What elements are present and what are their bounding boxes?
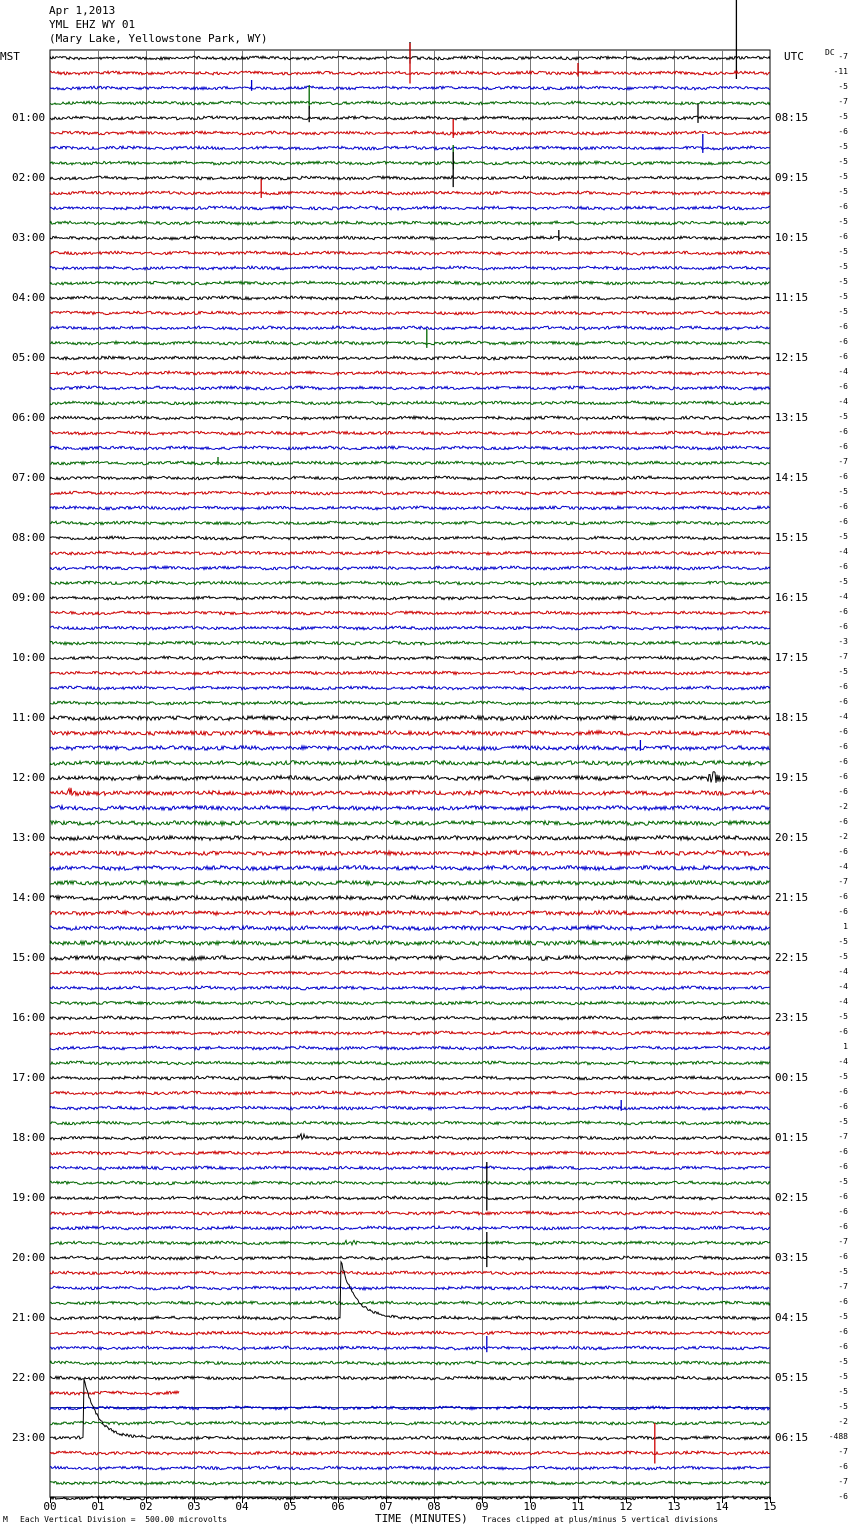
trace-row xyxy=(50,1151,770,1155)
dc-offset: -6 xyxy=(838,337,848,346)
dc-offset: -5 xyxy=(838,1372,848,1381)
trace-row xyxy=(50,866,770,871)
x-tick-label: 03 xyxy=(187,1500,201,1513)
trace-row xyxy=(50,596,770,600)
trace-row xyxy=(50,431,770,435)
dc-offset: -6 xyxy=(838,427,848,436)
dc-offset: -7 xyxy=(838,457,848,466)
utc-hour-label: 01:15 xyxy=(775,1131,809,1144)
trace-row xyxy=(50,491,770,495)
dc-offset: -6 xyxy=(838,472,848,481)
dc-offset: -6 xyxy=(838,232,848,241)
dc-offset: -6 xyxy=(838,1027,848,1036)
trace-row xyxy=(50,146,770,150)
dc-offset: -5 xyxy=(838,667,848,676)
utc-hour-label: 11:15 xyxy=(775,291,809,304)
dc-offset: -5 xyxy=(838,1387,848,1396)
dc-offset: -6 xyxy=(838,1147,848,1156)
trace-row xyxy=(50,206,770,210)
trace-row xyxy=(50,746,770,751)
trace-row xyxy=(50,1421,770,1425)
trace-row xyxy=(50,356,770,360)
dc-offset: -6 xyxy=(838,742,848,751)
dc-offset: -5 xyxy=(838,1312,848,1321)
trace-row xyxy=(50,836,770,841)
mst-hour-label: 13:00 xyxy=(12,831,46,844)
trace-row xyxy=(50,236,770,240)
trace-row xyxy=(50,911,770,916)
trace-row xyxy=(50,251,770,255)
mst-hour-label: 09:00 xyxy=(12,591,46,604)
mst-hour-label: 20:00 xyxy=(12,1251,46,1264)
trace-row xyxy=(50,731,770,736)
dc-offset: -6 xyxy=(838,772,848,781)
mst-hour-label: 11:00 xyxy=(12,711,46,724)
trace-row xyxy=(50,416,770,420)
dc-offset: -6 xyxy=(838,847,848,856)
trace-row xyxy=(50,161,770,165)
dc-offset: -2 xyxy=(838,832,848,841)
utc-hour-label: 09:15 xyxy=(775,171,809,184)
x-tick-label: 15 xyxy=(763,1500,777,1513)
x-tick-label: 12 xyxy=(619,1500,633,1513)
dc-offset: -6 xyxy=(838,322,848,331)
x-tick-label: 10 xyxy=(523,1500,537,1513)
dc-offset: -5 xyxy=(838,1012,848,1021)
trace-row xyxy=(50,311,770,315)
dc-offset: -6 xyxy=(838,1102,848,1111)
dc-offset: -6 xyxy=(838,757,848,766)
trace-row xyxy=(50,566,770,570)
trace-row xyxy=(50,1121,770,1125)
dc-offset: -5 xyxy=(838,247,848,256)
trace-row xyxy=(50,221,770,225)
dc-offset: -6 xyxy=(838,352,848,361)
trace-row xyxy=(50,956,770,961)
dc-offset: -6 xyxy=(838,697,848,706)
dc-offset: -6 xyxy=(838,727,848,736)
dc-offset: -4 xyxy=(838,367,848,376)
dc-offset: -5 xyxy=(838,217,848,226)
trace-row xyxy=(50,1001,770,1005)
dc-offset: -6 xyxy=(838,1192,848,1201)
dc-offset: -5 xyxy=(838,262,848,271)
trace-row xyxy=(50,851,770,856)
utc-hour-label: 18:15 xyxy=(775,711,809,724)
dc-offset: -6 xyxy=(838,562,848,571)
trace-row xyxy=(50,131,770,135)
utc-hour-label: 22:15 xyxy=(775,951,809,964)
mst-hour-label: 05:00 xyxy=(12,351,46,364)
trace-row xyxy=(50,551,770,555)
dc-offset: -7 xyxy=(838,97,848,106)
x-tick-label: 09 xyxy=(475,1500,489,1513)
dc-offset: -5 xyxy=(838,937,848,946)
trace-row xyxy=(50,1211,770,1215)
dc-offset: -6 xyxy=(838,1297,848,1306)
trace-row xyxy=(50,788,770,796)
utc-hour-label: 12:15 xyxy=(775,351,809,364)
utc-hour-label: 10:15 xyxy=(775,231,809,244)
dc-offset: -7 xyxy=(838,1477,848,1486)
footer-clip-note: Traces clipped at plus/minus 5 vertical divisions xyxy=(482,1515,719,1524)
dc-offset: -6 xyxy=(838,1087,848,1096)
trace-row xyxy=(50,446,770,450)
trace-row xyxy=(50,1271,770,1275)
trace-row xyxy=(50,176,770,180)
dc-offset: -5 xyxy=(838,112,848,121)
trace-row xyxy=(50,371,770,375)
trace-row xyxy=(50,1286,770,1290)
dc-offset: -6 xyxy=(838,1342,848,1351)
trace-row xyxy=(50,1181,770,1185)
dc-offset: -7 xyxy=(838,1282,848,1291)
trace-row xyxy=(50,1106,770,1110)
dc-offset: -6 xyxy=(838,382,848,391)
utc-hour-label: 19:15 xyxy=(775,771,809,784)
station-date: Apr 1,2013 xyxy=(49,4,116,17)
dc-label: DC xyxy=(825,48,835,57)
trace-row xyxy=(50,1262,770,1320)
trace-row xyxy=(50,386,770,390)
dc-offset: -6 xyxy=(838,202,848,211)
trace-row xyxy=(50,536,770,540)
trace-row xyxy=(50,1331,770,1335)
dc-offset: -5 xyxy=(838,1177,848,1186)
mst-axis-title: MST xyxy=(0,50,20,63)
utc-hour-label: 20:15 xyxy=(775,831,809,844)
dc-offset: -6 xyxy=(838,1462,848,1471)
x-tick-label: 14 xyxy=(715,1500,729,1513)
trace-row xyxy=(50,1376,770,1380)
trace-row xyxy=(50,986,770,990)
dc-offset: -4 xyxy=(838,592,848,601)
trace-row xyxy=(50,326,770,330)
x-tick-label: 05 xyxy=(283,1500,297,1513)
trace-row xyxy=(50,1451,770,1455)
trace-row xyxy=(50,881,770,886)
dc-offset: -5 xyxy=(838,487,848,496)
trace-row xyxy=(50,701,770,705)
dc-offset: -5 xyxy=(838,1402,848,1411)
mst-hour-label: 16:00 xyxy=(12,1011,46,1024)
dc-offset: -6 xyxy=(838,787,848,796)
dc-offset: -7 xyxy=(838,652,848,661)
mst-hour-label: 12:00 xyxy=(12,771,46,784)
dc-offset: -6 xyxy=(838,442,848,451)
mst-hour-label: 15:00 xyxy=(12,951,46,964)
dc-offset: -5 xyxy=(838,952,848,961)
utc-axis-title: UTC xyxy=(784,50,804,63)
trace-row xyxy=(50,1256,770,1260)
dc-offset: -4 xyxy=(838,397,848,406)
dc-offset: -5 xyxy=(838,307,848,316)
trace-row xyxy=(50,581,770,585)
utc-hour-label: 04:15 xyxy=(775,1311,809,1324)
trace-row xyxy=(50,1016,770,1020)
trace-row xyxy=(50,1240,770,1245)
dc-offset: 1 xyxy=(843,922,848,931)
trace-row xyxy=(50,626,770,630)
mst-hour-label: 17:00 xyxy=(12,1071,46,1084)
mst-hour-label: 08:00 xyxy=(12,531,46,544)
dc-offset: -6 xyxy=(838,127,848,136)
dc-offset: -6 xyxy=(838,682,848,691)
dc-offset: 1 xyxy=(843,1042,848,1051)
dc-offset: -4 xyxy=(838,862,848,871)
trace-row xyxy=(50,266,770,270)
trace-row xyxy=(50,656,770,660)
dc-offset: -6 xyxy=(838,1252,848,1261)
dc-offset: -6 xyxy=(838,892,848,901)
trace-row xyxy=(50,671,770,675)
dc-offset: -7 xyxy=(838,1132,848,1141)
x-tick-label: 00 xyxy=(43,1500,57,1513)
mst-hour-label: 23:00 xyxy=(12,1431,46,1444)
trace-row xyxy=(50,1481,770,1485)
trace-row xyxy=(50,941,770,946)
mst-hour-label: 19:00 xyxy=(12,1191,46,1204)
mst-hour-label: 10:00 xyxy=(12,651,46,664)
trace-row xyxy=(50,761,770,766)
trace-row xyxy=(50,1061,770,1065)
dc-offset: -4 xyxy=(838,712,848,721)
dc-offset: -5 xyxy=(838,142,848,151)
dc-offset: -488 xyxy=(828,1432,848,1441)
utc-hour-label: 08:15 xyxy=(775,111,809,124)
trace-row xyxy=(50,1031,770,1035)
dc-offset: -5 xyxy=(838,82,848,91)
dc-offset: -6 xyxy=(838,502,848,511)
trace-row xyxy=(50,476,770,480)
dc-offset: -4 xyxy=(838,997,848,1006)
trace-row xyxy=(50,896,770,901)
utc-hour-label: 21:15 xyxy=(775,891,809,904)
trace-row xyxy=(50,926,770,931)
dc-offset: -5 xyxy=(838,172,848,181)
dc-offset: -5 xyxy=(838,1117,848,1126)
trace-row xyxy=(50,296,770,300)
dc-offset: -7 xyxy=(838,877,848,886)
mst-hour-label: 04:00 xyxy=(12,291,46,304)
utc-hour-label: 16:15 xyxy=(775,591,809,604)
dc-offset: -5 xyxy=(838,1357,848,1366)
trace-row xyxy=(50,1466,770,1470)
dc-offset: -3 xyxy=(838,637,848,646)
dc-offset: -6 xyxy=(838,1222,848,1231)
trace-row xyxy=(50,1391,179,1395)
dc-offset: -5 xyxy=(838,157,848,166)
x-axis-title: TIME (MINUTES) xyxy=(375,1512,468,1525)
utc-hour-label: 06:15 xyxy=(775,1431,809,1444)
utc-hour-label: 23:15 xyxy=(775,1011,809,1024)
dc-offset: -5 xyxy=(838,1072,848,1081)
dc-offset: -6 xyxy=(838,817,848,826)
dc-offset: -4 xyxy=(838,967,848,976)
trace-row xyxy=(50,971,770,975)
dc-offset: -4 xyxy=(838,547,848,556)
dc-offset: -5 xyxy=(838,577,848,586)
x-tick-label: 01 xyxy=(91,1500,105,1513)
footer-scale-note: Each Vertical Division = 500.00 microvolts xyxy=(20,1515,228,1524)
trace-row xyxy=(50,341,770,345)
dc-offset: -6 xyxy=(838,1492,848,1501)
x-tick-label: 11 xyxy=(571,1500,585,1513)
utc-hour-label: 00:15 xyxy=(775,1071,809,1084)
mst-hour-label: 06:00 xyxy=(12,411,46,424)
mst-hour-label: 18:00 xyxy=(12,1131,46,1144)
dc-offset: -2 xyxy=(838,1417,848,1426)
utc-hour-label: 02:15 xyxy=(775,1191,809,1204)
trace-row xyxy=(50,1196,770,1200)
trace-row xyxy=(50,401,770,405)
mst-hour-label: 01:00 xyxy=(12,111,46,124)
trace-row xyxy=(50,281,770,285)
dc-offset: -6 xyxy=(838,622,848,631)
trace-row xyxy=(50,101,770,105)
dc-offset: -7 xyxy=(838,52,848,61)
trace-row xyxy=(50,1226,770,1230)
trace-row xyxy=(50,1076,770,1080)
trace-row xyxy=(50,116,770,120)
dc-offset: -2 xyxy=(838,802,848,811)
mst-hour-label: 21:00 xyxy=(12,1311,46,1324)
station-location: (Mary Lake, Yellowstone Park, WY) xyxy=(49,32,268,45)
dc-offset: -6 xyxy=(838,607,848,616)
dc-offset: -7 xyxy=(838,1447,848,1456)
footer-mark: M xyxy=(3,1515,8,1524)
dc-offset: -6 xyxy=(838,1207,848,1216)
trace-row xyxy=(50,191,770,195)
dc-offset: -4 xyxy=(838,982,848,991)
trace-row xyxy=(50,611,770,615)
trace-row xyxy=(50,806,770,811)
trace-row xyxy=(50,772,770,783)
mst-hour-label: 02:00 xyxy=(12,171,46,184)
utc-hour-label: 14:15 xyxy=(775,471,809,484)
mst-hour-label: 07:00 xyxy=(12,471,46,484)
dc-offset: -5 xyxy=(838,277,848,286)
trace-row xyxy=(50,821,770,826)
trace-row xyxy=(50,1361,770,1365)
dc-offset: -5 xyxy=(838,412,848,421)
dc-offset: -6 xyxy=(838,1162,848,1171)
trace-row xyxy=(50,506,770,510)
trace-row xyxy=(50,1046,770,1050)
utc-hour-label: 05:15 xyxy=(775,1371,809,1384)
mst-hour-label: 14:00 xyxy=(12,891,46,904)
dc-offset: -4 xyxy=(838,1057,848,1066)
x-tick-label: 02 xyxy=(139,1500,153,1513)
dc-offset: -5 xyxy=(838,532,848,541)
utc-hour-label: 03:15 xyxy=(775,1251,809,1264)
trace-row xyxy=(50,1301,770,1305)
dc-offset: -5 xyxy=(838,292,848,301)
trace-row xyxy=(50,86,770,90)
x-tick-label: 07 xyxy=(379,1500,393,1513)
station-code: YML EHZ WY 01 xyxy=(49,18,136,31)
mst-hour-label: 03:00 xyxy=(12,231,46,244)
dc-offset: -6 xyxy=(838,517,848,526)
dc-offset: -7 xyxy=(838,1237,848,1246)
trace-row xyxy=(50,1091,770,1095)
utc-hour-label: 15:15 xyxy=(775,531,809,544)
x-tick-label: 06 xyxy=(331,1500,345,1513)
x-tick-label: 08 xyxy=(427,1500,441,1513)
trace-row xyxy=(50,641,770,645)
x-tick-label: 04 xyxy=(235,1500,249,1513)
trace-row xyxy=(50,716,770,721)
trace-row xyxy=(50,1379,770,1440)
trace-row xyxy=(50,521,770,525)
dc-offset: -11 xyxy=(833,67,848,76)
utc-hour-label: 17:15 xyxy=(775,651,809,664)
trace-row xyxy=(50,461,770,465)
dc-offset: -6 xyxy=(838,907,848,916)
trace-row xyxy=(50,1166,770,1170)
trace-row xyxy=(50,686,770,690)
dc-offset: -5 xyxy=(838,1267,848,1276)
dc-offset: -6 xyxy=(838,1327,848,1336)
trace-row xyxy=(50,1346,770,1350)
utc-hour-label: 13:15 xyxy=(775,411,809,424)
mst-hour-label: 22:00 xyxy=(12,1371,46,1384)
x-tick-label: 13 xyxy=(667,1500,681,1513)
dc-offset: -5 xyxy=(838,187,848,196)
trace-row xyxy=(50,1134,770,1140)
